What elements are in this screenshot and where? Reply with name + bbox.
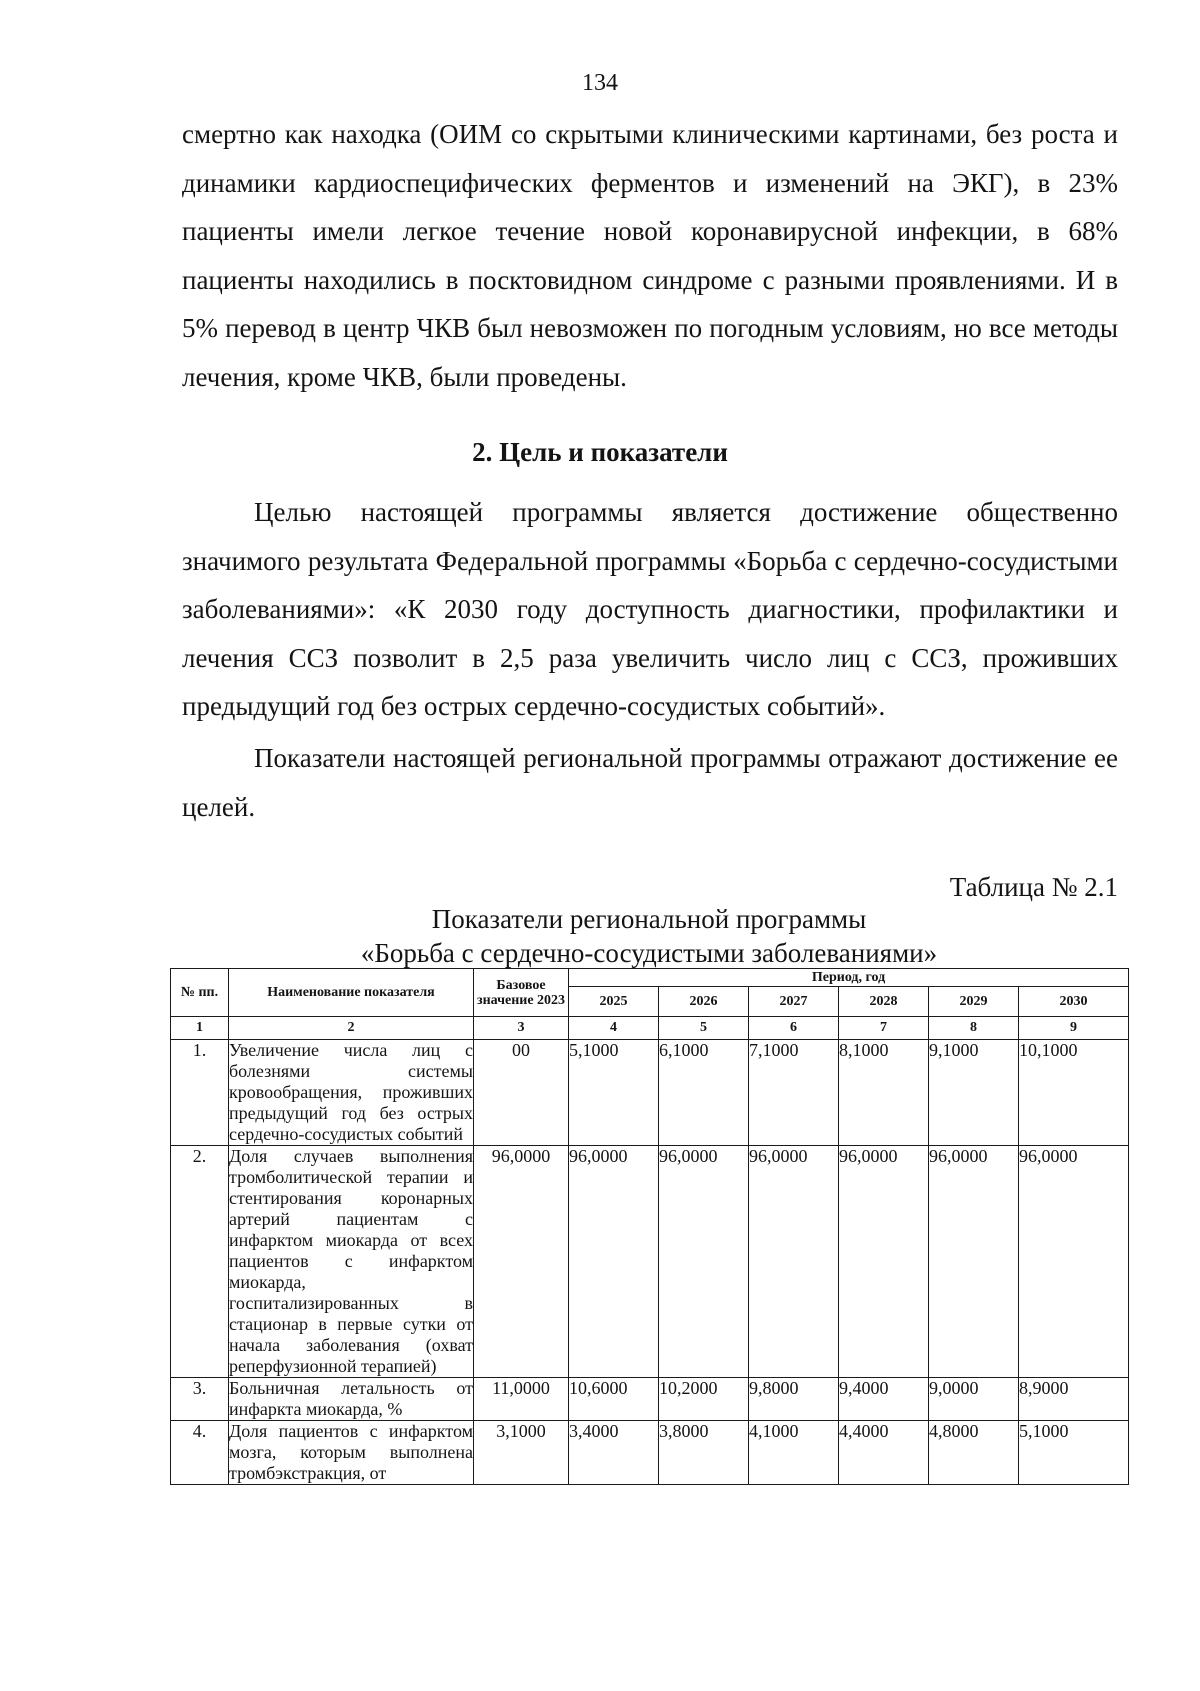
table-row — [171, 1378, 1129, 1421]
header-number: № пп. — [171, 969, 229, 1017]
indicator-name: Доля случаев выполнения тромболитической терапии и стентирования коронарных артерий пациентам с инфарктом миокарда от всех пациентов с инфарктом миокарда, госпитализированных в стационар в первые сутки от начала заболевания (охват реперфузионной терапией) — [229, 1146, 473, 1376]
header-year: 2030 — [1019, 987, 1129, 1017]
year-value: 4,8000 — [929, 1421, 1019, 1485]
year-value: 10,2000 — [659, 1378, 749, 1421]
column-index: 2 — [229, 1017, 474, 1040]
year-value: 5,1000 — [569, 1040, 659, 1146]
row-number: 1. — [171, 1040, 229, 1146]
base-value: 11,0000 — [474, 1378, 569, 1421]
base-value: 3,1000 — [474, 1421, 569, 1485]
base-value: 96,0000 — [474, 1146, 569, 1378]
table-row — [171, 1146, 1129, 1378]
year-value: 9,1000 — [929, 1040, 1019, 1146]
year-value: 7,1000 — [749, 1040, 839, 1146]
page-number: 134 — [582, 70, 618, 96]
header-year: 2029 — [929, 987, 1019, 1017]
year-value: 10,6000 — [569, 1378, 659, 1421]
year-value: 9,4000 — [839, 1378, 929, 1421]
table-header-row-1 — [171, 969, 1129, 987]
indicator-name: Больничная летальность от инфаркта миокарда, % — [229, 1378, 473, 1419]
year-value: 96,0000 — [569, 1146, 659, 1378]
column-index-row — [171, 1017, 1129, 1040]
header-name: Наименование показателя — [229, 969, 474, 1017]
row-number: 4. — [171, 1421, 229, 1485]
year-value: 3,8000 — [659, 1421, 749, 1485]
year-value: 9,0000 — [929, 1378, 1019, 1421]
indicators-table — [170, 968, 1129, 1485]
row-number: 2. — [171, 1146, 229, 1378]
table-row — [171, 1040, 1129, 1146]
header-base: Базовое значение 2023 — [474, 969, 569, 1017]
year-value: 6,1000 — [659, 1040, 749, 1146]
year-value: 96,0000 — [929, 1146, 1019, 1378]
year-value: 96,0000 — [659, 1146, 749, 1378]
year-value: 4,1000 — [749, 1421, 839, 1485]
column-index: 9 — [1019, 1017, 1129, 1040]
year-value: 96,0000 — [839, 1146, 929, 1378]
column-index: 4 — [569, 1017, 659, 1040]
indicator-name: Доля пациентов с инфарктом мозга, которым выполнена тромбэкстракция, от — [229, 1421, 473, 1483]
header-year: 2025 — [569, 987, 659, 1017]
table-row — [171, 1421, 1129, 1485]
header-year: 2026 — [659, 987, 749, 1017]
year-value: 96,0000 — [1019, 1146, 1129, 1378]
row-number: 3. — [171, 1378, 229, 1421]
table-title-line-2: «Борьба с сердечно-сосудистыми заболеваниями» — [360, 938, 938, 968]
year-value: 96,0000 — [749, 1146, 839, 1378]
year-value: 8,1000 — [839, 1040, 929, 1146]
year-value: 5,1000 — [1019, 1421, 1129, 1485]
table-title — [170, 902, 1128, 970]
paragraph-1: смертно как находка (ОИМ со скрытыми клиническими картинами, без роста и динамики кардиоспецифических ферментов и изменений на ЭКГ), в 23% пациенты имели легкое течение новой коронавирусной инфекции, в 68% пациенты находились в посктовидном синдроме с разными проявлениями. И в 5% перевод в центр ЧКВ был невозможен по погодным условиям, но все методы лечения, кроме ЧКВ, были проведены. — [182, 119, 1118, 392]
year-value: 10,1000 — [1019, 1040, 1129, 1146]
header-year: 2028 — [839, 987, 929, 1017]
column-index: 3 — [474, 1017, 569, 1040]
header-year: 2027 — [749, 987, 839, 1017]
table-number: Таблица № 2.1 — [949, 872, 1118, 902]
year-value: 3,4000 — [569, 1421, 659, 1485]
paragraph-3: Показатели настоящей региональной программы отражают достижение ее целей. — [182, 743, 1118, 822]
column-index: 5 — [659, 1017, 749, 1040]
column-index: 8 — [929, 1017, 1019, 1040]
year-value: 9,8000 — [749, 1378, 839, 1421]
base-value: 00 — [474, 1040, 569, 1146]
table-title-line-1: Показатели региональной программы — [431, 904, 867, 934]
column-index: 6 — [749, 1017, 839, 1040]
paragraph-2: Целью настоящей программы является достижение общественно значимого результата Федеральной программы «Борьба с сердечно-сосудистыми заболеваниями»: «К 2030 году доступность диагностики, профилактики и лечения ССЗ позволит в 2,5 раза увеличить число лиц с ССЗ, проживших предыдущий год без острых сердечно-сосудистых событий». — [182, 497, 1118, 721]
year-value: 4,4000 — [839, 1421, 929, 1485]
column-index: 7 — [839, 1017, 929, 1040]
year-value: 8,9000 — [1019, 1378, 1129, 1421]
header-period: Период, год — [569, 969, 1129, 987]
indicator-name: Увеличение числа лиц с болезнями системы кровообращения, проживших предыдущий год без острых сердечно-сосудистых событий — [229, 1040, 473, 1144]
section-heading: 2. Цель и показатели — [472, 437, 728, 467]
column-index: 1 — [171, 1017, 229, 1040]
